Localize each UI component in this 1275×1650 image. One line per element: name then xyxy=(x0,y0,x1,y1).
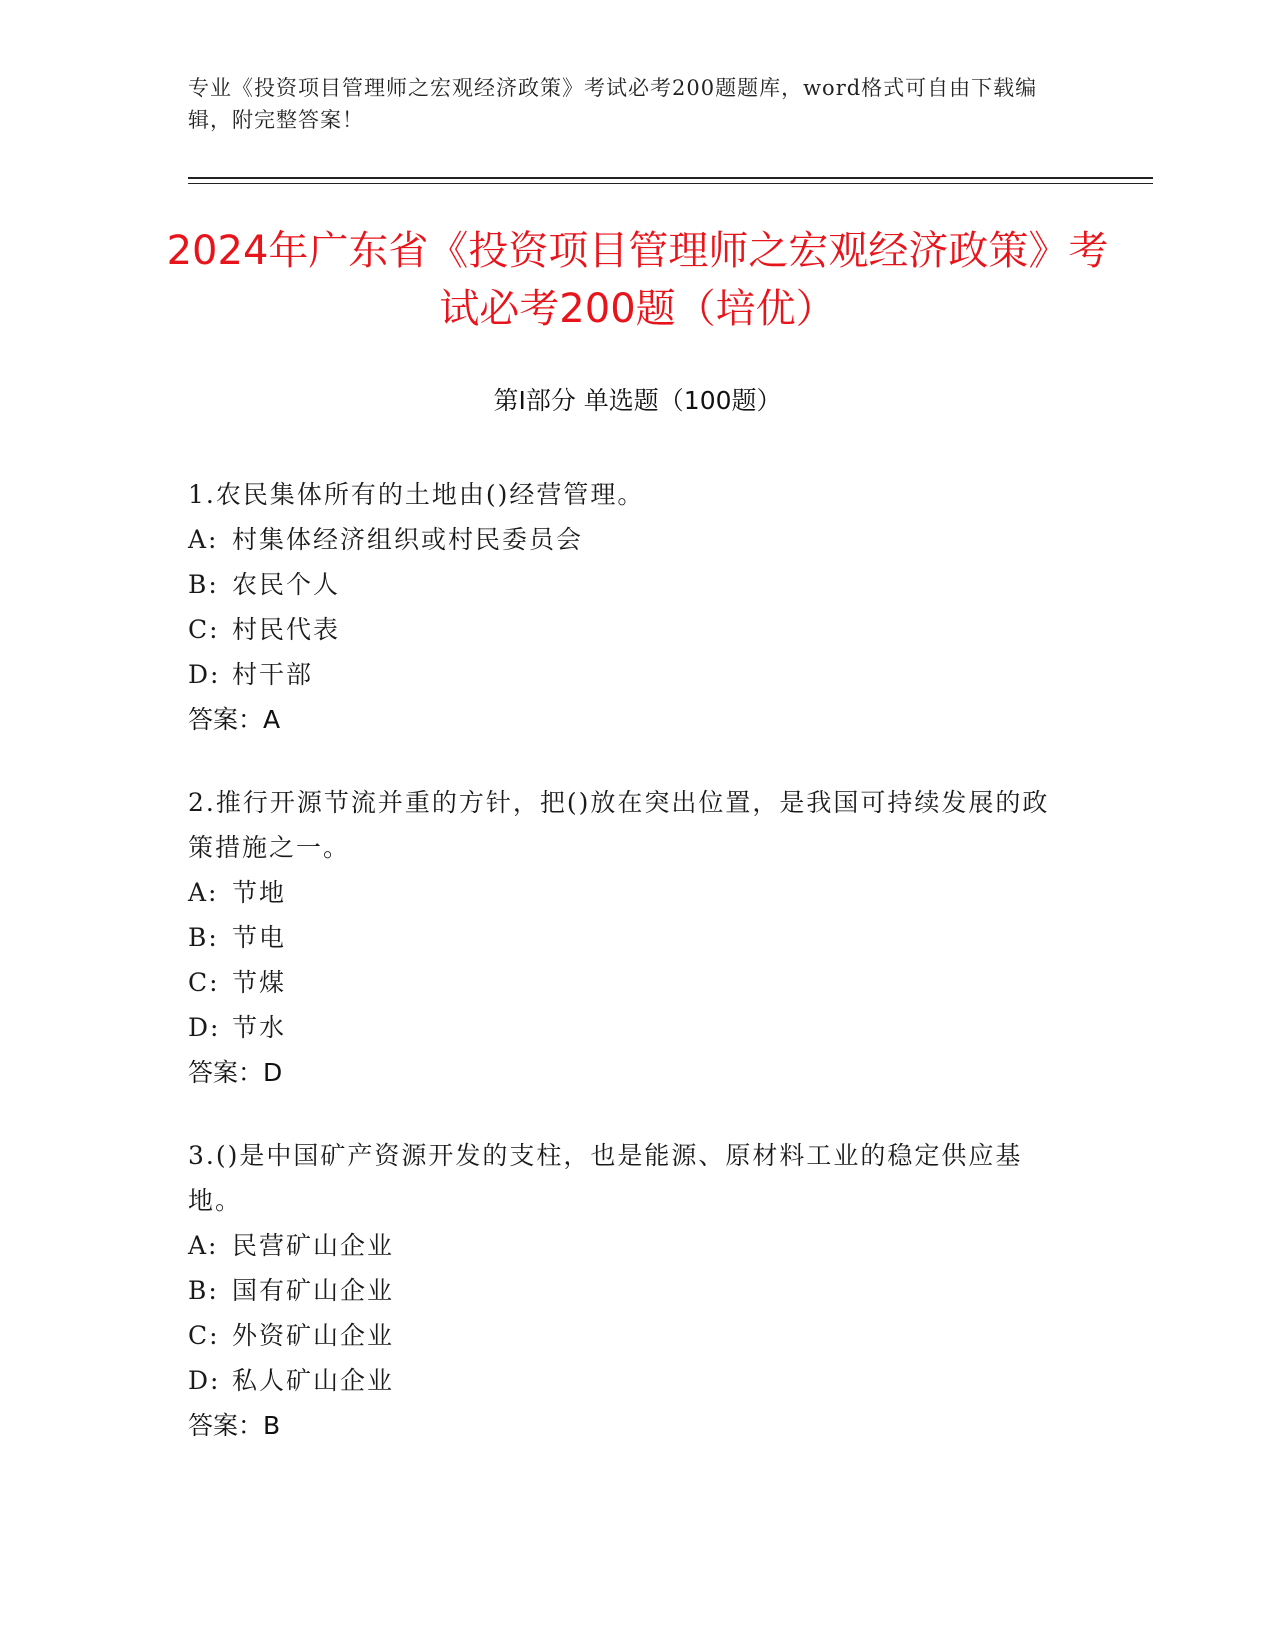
option-text: 节煤 xyxy=(232,968,287,997)
option-a xyxy=(188,870,1068,915)
option-text: 节电 xyxy=(232,923,287,952)
option-text: 民营矿山企业 xyxy=(232,1231,395,1260)
option-d xyxy=(188,1005,1068,1050)
question-stem: 1.农民集体所有的土地由()经营管理。 xyxy=(188,480,645,509)
question-3 xyxy=(188,1133,1068,1448)
question-stem: 2.推行开源节流并重的方针，把()放在突出位置，是我国可持续发展的政策措施之一。 xyxy=(188,788,1050,862)
option-a xyxy=(188,517,1068,562)
option-c xyxy=(188,607,1068,652)
option-text: 国有矿山企业 xyxy=(232,1276,395,1305)
answer-line: 答案：A xyxy=(188,705,281,734)
option-letter: C: xyxy=(188,615,220,644)
option-text: 私人矿山企业 xyxy=(232,1366,395,1395)
option-letter: C: xyxy=(188,968,220,997)
header-rule-thin xyxy=(188,183,1153,184)
option-d xyxy=(188,652,1068,697)
option-letter: A: xyxy=(188,878,219,907)
question-stem: 3.()是中国矿产资源开发的支柱，也是能源、原材料工业的稳定供应基地。 xyxy=(188,1141,1023,1215)
option-letter: D: xyxy=(188,1366,221,1395)
question-list xyxy=(188,472,1068,1486)
option-text: 节水 xyxy=(232,1013,287,1042)
header-rule-thick xyxy=(188,177,1153,179)
option-text: 外资矿山企业 xyxy=(232,1321,395,1350)
document-title: 2024年广东省《投资项目管理师之宏观经济政策》考试必考200题（培优） xyxy=(166,228,1109,332)
option-letter: C: xyxy=(188,1321,220,1350)
option-letter: A: xyxy=(188,525,219,554)
answer-line: 答案：D xyxy=(188,1058,283,1087)
option-text: 村民代表 xyxy=(232,615,341,644)
option-text: 农民个人 xyxy=(232,570,341,599)
option-letter: B: xyxy=(188,1276,219,1305)
option-b xyxy=(188,915,1068,960)
option-d xyxy=(188,1358,1068,1403)
header-note: 专业《投资项目管理师之宏观经济政策》考试必考200题题库，word格式可自由下载编辑，附完整答案！ xyxy=(188,76,1038,132)
question-2 xyxy=(188,780,1068,1095)
option-letter: B: xyxy=(188,570,219,599)
option-letter: B: xyxy=(188,923,219,952)
option-b xyxy=(188,1268,1068,1313)
section-heading: 第I部分 单选题（100题） xyxy=(493,386,782,415)
option-c xyxy=(188,960,1068,1005)
option-a xyxy=(188,1223,1068,1268)
option-letter: D: xyxy=(188,660,221,689)
option-c xyxy=(188,1313,1068,1358)
option-text: 节地 xyxy=(232,878,287,907)
answer-line: 答案：B xyxy=(188,1411,281,1440)
option-letter: A: xyxy=(188,1231,219,1260)
question-1 xyxy=(188,472,1068,742)
option-text: 村集体经济组织或村民委员会 xyxy=(232,525,584,554)
option-letter: D: xyxy=(188,1013,221,1042)
option-text: 村干部 xyxy=(232,660,314,689)
option-b xyxy=(188,562,1068,607)
